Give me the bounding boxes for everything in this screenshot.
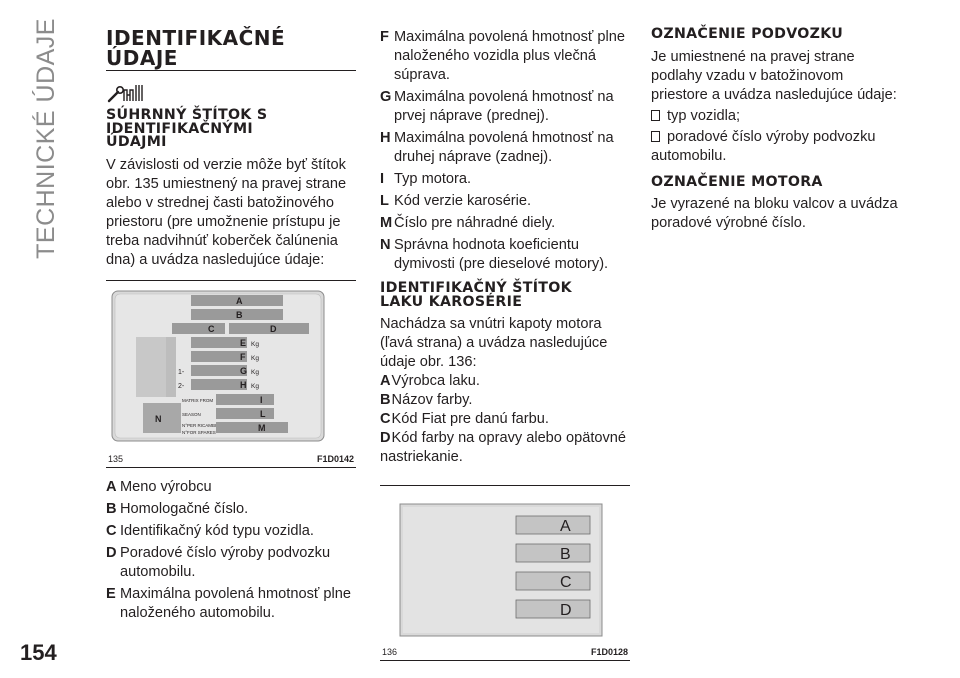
plate-label-b: B — [236, 309, 243, 320]
plate-unit-kg: Kg — [251, 340, 259, 348]
item-key: N — [380, 237, 391, 253]
page-number: 154 — [20, 640, 57, 665]
list-item — [380, 28, 628, 85]
paint-label-a: A — [560, 518, 571, 535]
plate-label-h: H — [240, 379, 247, 390]
list-item — [380, 372, 628, 391]
checkbox-bullet-icon — [651, 110, 660, 121]
plate-small-text: N°PER RICAMBI — [182, 422, 217, 428]
figure-code: F1D0128 — [590, 647, 628, 657]
list-item — [106, 544, 356, 582]
item-key: B — [380, 392, 391, 408]
item-text: Maximálna povolená hmotnosť plne naloženého automobilu. — [120, 585, 351, 621]
item-text: poradové číslo výroby podvozku automobilu. — [651, 128, 876, 164]
figure-number: 135 — [108, 453, 124, 464]
item-key: A — [380, 373, 391, 389]
plate-small-text: MATRIX FROM — [182, 397, 214, 403]
item-text: Výrobca laku. — [391, 373, 480, 389]
item-key: H — [380, 130, 391, 146]
checkbox-bullet-icon — [651, 131, 660, 142]
engine-paragraph: Je vyrazené na bloku valcov a uvádza poradové výrobné číslo. — [651, 196, 898, 231]
list-item — [380, 429, 628, 467]
plate-row-mark: 2- — [178, 382, 185, 390]
column-3 — [651, 28, 901, 233]
plate-unit-kg: Kg — [251, 354, 259, 362]
item-key: L — [380, 193, 389, 209]
section-heading-line: LAKU KAROSÉRIE — [380, 293, 523, 310]
item-text: Maximálna povolená hmotnosť na prvej náprave (prednej). — [394, 89, 614, 124]
list-item — [380, 236, 628, 274]
item-text: Kód verzie karosérie. — [394, 193, 532, 209]
plate-small-text: SEASON — [182, 411, 201, 417]
column-1 — [106, 28, 356, 626]
paint-plate-paragraph: Nachádza sa vnútri kapoty motora (ľavá strana) a uvádza nasledujúce údaje obr. 136: — [380, 316, 608, 370]
item-key: E — [106, 585, 116, 602]
section-heading-line: SÚHRNNÝ ŠTÍTOK S — [106, 107, 268, 123]
service-wrench-icon — [106, 81, 356, 105]
side-section-title — [26, 18, 66, 259]
item-key: G — [380, 89, 392, 105]
item-key: D — [380, 430, 391, 446]
list-item — [651, 107, 901, 126]
item-key: F — [380, 29, 389, 45]
item-key: C — [106, 522, 117, 539]
item-text: Kód farby na opravy alebo opätovné nastriekanie. — [380, 430, 627, 465]
list-item — [106, 500, 356, 519]
plate-label-m: M — [258, 422, 266, 433]
chapter-title — [106, 28, 356, 71]
figure-number: 136 — [382, 647, 398, 657]
plate-unit-kg: Kg — [251, 382, 259, 390]
paint-label-b: B — [560, 546, 571, 563]
section-heading-line: IDENTIFIKAČNÝMI — [106, 120, 253, 137]
item-text: Identifikačný kód typu vozidla. — [120, 522, 314, 539]
plate-label-c: C — [208, 323, 215, 334]
plate-label-e: E — [240, 337, 247, 348]
chassis-paragraph: Je umiestnené na pravej strane podlahy vzadu v batožinovom priestore a uvádza nasledujúce údaje: — [651, 48, 897, 103]
figure-136 — [380, 485, 630, 661]
item-text: Homologačné číslo. — [120, 500, 249, 517]
chapter-title-line1: IDENTIFIKAČNÉ — [106, 26, 286, 50]
item-text: Poradové číslo výroby podvozku automobilu. — [120, 544, 331, 580]
section-heading-line: ÚDAJMI — [106, 134, 167, 150]
side-section-title-text: TECHNICKÉ ÚDAJE — [31, 18, 60, 259]
figure-code: F1D0142 — [316, 453, 354, 464]
paint-label-c: C — [560, 574, 572, 591]
list-item — [106, 522, 356, 541]
item-text: Názov farby. — [391, 392, 473, 408]
plate-unit-kg: Kg — [251, 368, 259, 376]
section-heading-chassis: OZNAČENIE PODVOZKU — [651, 26, 844, 42]
plate-label-i: I — [260, 394, 263, 405]
chassis-checklist — [651, 107, 901, 166]
paint-label-d: D — [560, 602, 572, 619]
section-heading-paint-plate — [380, 282, 628, 309]
item-key: M — [380, 215, 393, 231]
item-key: I — [380, 171, 385, 187]
plate-label-l: L — [260, 408, 266, 419]
item-text: Číslo pre náhradné diely. — [394, 215, 556, 231]
plate-row-mark: 1- — [178, 368, 185, 376]
item-text: Typ motora. — [394, 171, 472, 187]
list-item — [106, 478, 356, 497]
list-item — [380, 88, 628, 126]
plate-small-text: N°FOR SPARES — [182, 429, 216, 435]
paint-plate-drawing — [380, 486, 628, 660]
item-key: C — [380, 411, 391, 427]
column-2 — [380, 28, 628, 661]
identification-plate-drawing — [106, 281, 356, 467]
plate-label-n: N — [155, 413, 162, 424]
list-item — [380, 214, 628, 233]
item-text: Meno výrobcu — [120, 478, 212, 495]
section-heading-summary-plate — [106, 109, 356, 150]
list-item — [380, 391, 628, 410]
figure-135 — [106, 280, 356, 468]
item-text: Správna hodnota koeficientu dymivosti (pre dieselové motory). — [394, 237, 609, 272]
plate-label-d: D — [270, 323, 277, 334]
section-heading-line: IDENTIFIKAČNÝ ŠTÍTOK — [380, 280, 572, 296]
plate-label-a: A — [236, 295, 243, 306]
chapter-title-line2: ÚDAJE — [106, 46, 178, 70]
item-key: B — [106, 500, 117, 517]
item-text: Maximálna povolená hmotnosť na druhej náprave (zadnej). — [394, 130, 614, 165]
list-item — [380, 170, 628, 189]
item-text: typ vozidla; — [667, 107, 741, 124]
list-item — [651, 128, 901, 166]
list-item — [380, 192, 628, 211]
item-key: A — [106, 478, 117, 495]
plate-label-f: F — [240, 351, 246, 362]
item-text: Kód Fiat pre danú farbu. — [391, 411, 549, 427]
plate-label-g: G — [240, 365, 248, 376]
paint-plate-list — [380, 372, 628, 467]
section-heading-engine: OZNAČENIE MOTORA — [651, 173, 823, 190]
summary-plate-list-cont — [380, 28, 628, 274]
item-key: D — [106, 544, 117, 561]
summary-plate-list — [106, 478, 356, 623]
list-item — [380, 410, 628, 429]
list-item — [106, 585, 356, 623]
item-text: Maximálna povolená hmotnosť plne naloženého vozidla plus vlečná súprava. — [394, 29, 625, 83]
summary-plate-paragraph: V závislosti od verzie môže byť štítok obr. 135 umiestnený na pravej strane alebo v strednej časti batožinového priestoru (pre umožnenie prístupu je treba nadvihnúť koberček čalúnenia dna) a uvádza nasledujúce údaje: — [106, 156, 347, 268]
list-item — [380, 129, 628, 167]
